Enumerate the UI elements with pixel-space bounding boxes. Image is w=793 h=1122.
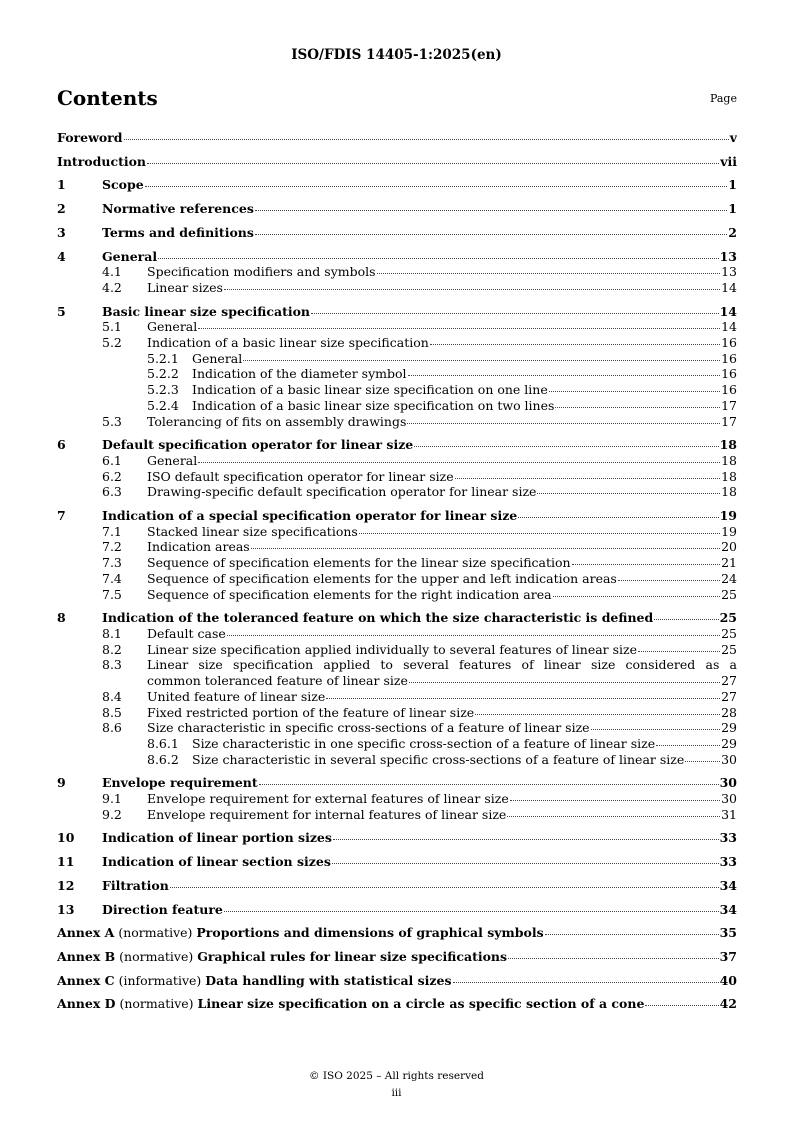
- toc-leader-dots: [555, 407, 720, 408]
- toc-entry-title: Foreword: [57, 130, 123, 145]
- toc-entry-number: 8.2: [102, 641, 122, 657]
- toc-entry-page: 28: [721, 704, 737, 720]
- toc-entry-title: Drawing-specific default specification operator for linear size: [147, 484, 537, 500]
- toc-entry[interactable]: [57, 996, 737, 1012]
- toc-entry[interactable]: [57, 830, 737, 846]
- toc-entry-page: 25: [721, 586, 737, 602]
- toc-entry-page: 17: [721, 397, 737, 413]
- toc-entry-title: Indication of a basic linear size specification: [147, 335, 429, 351]
- toc-entry-title: Linear size specification applied individually to several features of linear size: [147, 641, 638, 657]
- toc-entry-page: vii: [720, 153, 737, 169]
- toc-entry-page: 25: [721, 641, 737, 657]
- toc-entry[interactable]: [57, 642, 737, 658]
- toc-entry[interactable]: [57, 555, 737, 571]
- toc-entry-title: Sequence of specification elements for the right indication area: [147, 586, 552, 602]
- toc-leader-dots: [685, 761, 720, 762]
- toc-entry[interactable]: [57, 398, 737, 414]
- toc-entry-number: 13: [57, 901, 75, 917]
- toc-entry-title: Specification modifiers and symbols: [147, 264, 376, 280]
- toc-entry-number: 5.1: [102, 319, 122, 335]
- annex-label: Annex B: [57, 948, 116, 964]
- toc-entry-number: 5: [57, 303, 66, 319]
- toc-entry[interactable]: [57, 752, 737, 768]
- toc-leader-dots: [147, 163, 719, 164]
- toc-entry-number: 8.3: [102, 657, 122, 673]
- toc-entry-page: 29: [721, 720, 737, 736]
- toc-entry[interactable]: [57, 304, 737, 320]
- toc-entry-title: Data handling with statistical sizes: [205, 972, 452, 988]
- toc-entry-number: 6.2: [102, 468, 122, 484]
- toc-entry-title: Default specification operator for linear size: [102, 437, 414, 453]
- toc-entry-number: 7.4: [102, 570, 122, 586]
- toc-entry-title: Indication of the diameter symbol: [192, 366, 407, 382]
- toc-entry-number: 5.2.4: [147, 397, 179, 413]
- toc-leader-dots: [224, 911, 719, 912]
- toc-leader-dots: [638, 651, 720, 652]
- annex-type: (normative): [115, 996, 198, 1012]
- toc-entry-title: Envelope requirement: [102, 775, 258, 791]
- toc-entry-number: 7: [57, 508, 66, 524]
- toc-leader-dots: [408, 375, 721, 376]
- toc-leader-dots: [455, 478, 720, 479]
- toc-entry[interactable]: [57, 626, 737, 642]
- toc-entry-title: Sequence of specification elements for the linear size specification: [147, 555, 571, 571]
- page-footer: [0, 1068, 793, 1102]
- toc-entry-title: Introduction: [57, 153, 147, 169]
- toc-entry-page: 34: [719, 901, 737, 917]
- toc-leader-dots: [453, 982, 719, 983]
- toc-entry-page: 19: [719, 508, 737, 524]
- toc-entry-number: 5.2.2: [147, 366, 179, 382]
- toc-entry[interactable]: [57, 587, 737, 603]
- toc-leader-dots: [549, 391, 720, 392]
- page-number: iii: [391, 1087, 402, 1099]
- toc-entry-title: General: [147, 452, 198, 468]
- toc-leader-dots: [618, 580, 720, 581]
- toc-leader-dots: [158, 258, 718, 259]
- toc-leader-dots: [377, 273, 721, 274]
- toc-entry-number: 4.2: [102, 279, 122, 295]
- annex-label: Annex C: [57, 972, 115, 988]
- toc-entry-title: Size characteristic in one specific cross-section of a feature of linear size: [192, 735, 656, 751]
- toc-entry-page: 13: [719, 248, 737, 264]
- toc-entry-title: Sequence of specification elements for the upper and left indication areas: [147, 570, 617, 586]
- toc-entry[interactable]: [57, 469, 737, 485]
- toc-entry-title: Indication of the toleranced feature on which the size characteristic is defined: [102, 610, 654, 626]
- toc-leader-dots: [507, 816, 720, 817]
- toc-entry-page: 13: [721, 264, 737, 280]
- toc-leader-dots: [414, 446, 718, 447]
- page-title: Contents: [57, 86, 158, 110]
- toc-entry-page: 24: [721, 570, 737, 586]
- toc-leader-dots: [333, 839, 719, 840]
- toc-leader-dots: [224, 289, 720, 290]
- toc-entry-number: 8.6.2: [147, 751, 179, 767]
- toc-entry-page: 18: [721, 468, 737, 484]
- toc-entry-title: Basic linear size specification: [102, 303, 311, 319]
- toc-entry-page: 20: [721, 539, 737, 555]
- toc-entry[interactable]: [57, 689, 737, 705]
- toc-leader-dots: [227, 635, 720, 636]
- toc-leader-dots: [654, 619, 718, 620]
- toc-leader-dots: [243, 360, 720, 361]
- document-header: ISO/FDIS 14405-1:2025(en): [291, 47, 502, 63]
- toc-leader-dots: [572, 564, 720, 565]
- toc-leader-dots: [198, 462, 720, 463]
- toc-entry-title: ISO default specification operator for linear size: [147, 468, 454, 484]
- annex-type: (normative): [114, 925, 197, 941]
- toc-entry[interactable]: [57, 949, 737, 965]
- toc-entry[interactable]: [57, 571, 737, 587]
- toc-entry-page: 21: [721, 555, 737, 571]
- toc-entry-page: 1: [728, 177, 737, 193]
- toc-entry[interactable]: [57, 351, 737, 367]
- toc-entry-number: 8.5: [102, 704, 122, 720]
- toc-leader-dots: [656, 745, 720, 746]
- toc-entry[interactable]: [57, 705, 737, 721]
- toc-entry-number: 8.4: [102, 688, 122, 704]
- toc-leader-dots: [508, 958, 719, 959]
- toc-leader-dots: [537, 493, 720, 494]
- toc-leader-dots: [332, 863, 719, 864]
- toc-entry-title: Default case: [147, 625, 226, 641]
- toc-entry-page: 1: [728, 201, 737, 217]
- toc-entry[interactable]: [57, 791, 737, 807]
- toc-entry-page: 27: [721, 688, 737, 704]
- toc-entry-page: 37: [719, 948, 737, 964]
- toc-entry-number: 8.1: [102, 625, 122, 641]
- toc-entry[interactable]: [57, 736, 737, 752]
- toc-entry[interactable]: [57, 925, 737, 941]
- toc-entry-page: 14: [719, 303, 737, 319]
- toc-entry[interactable]: [57, 154, 737, 170]
- toc-entry-title: Size characteristic in several specific cross-sections of a feature of linear size: [192, 751, 685, 767]
- toc-entry-title: Stacked linear size specifications: [147, 523, 358, 539]
- toc-entry[interactable]: [57, 225, 737, 241]
- toc-entry-line: [57, 657, 737, 673]
- toc-entry-page: 16: [721, 350, 737, 366]
- toc-entry-page: 16: [721, 366, 737, 382]
- toc-entry-page: 18: [721, 484, 737, 500]
- toc-entry-title: Tolerancing of fits on assembly drawings: [147, 413, 407, 429]
- toc-entry-number: 9.1: [102, 791, 122, 807]
- toc-entry[interactable]: [57, 280, 737, 296]
- toc-entry-number: 6: [57, 437, 66, 453]
- toc-entry-number: 8.6.1: [147, 735, 179, 751]
- toc-entry-number: 5.2.3: [147, 382, 179, 398]
- toc-entry-title: General: [147, 319, 198, 335]
- toc-entry[interactable]: [57, 249, 737, 265]
- toc-entry-page: 34: [719, 877, 737, 893]
- toc-leader-dots: [553, 596, 721, 597]
- toc-entry-page: 35: [719, 925, 737, 941]
- toc-leader-dots: [255, 210, 727, 211]
- toc-entry-page: 42: [719, 996, 737, 1012]
- toc-entry-title: Proportions and dimensions of graphical symbols: [196, 925, 544, 941]
- toc-entry-title: Fixed restricted portion of the feature of linear size: [147, 704, 475, 720]
- toc-entry-page: 27: [721, 673, 737, 689]
- toc-leader-dots: [359, 533, 720, 534]
- toc-entry-number: 4.1: [102, 264, 122, 280]
- toc-entry[interactable]: [57, 319, 737, 335]
- toc-entry[interactable]: [57, 775, 737, 791]
- toc-entry-title: United feature of linear size: [147, 688, 326, 704]
- toc-entry-page: 30: [721, 791, 737, 807]
- toc-entry[interactable]: [57, 453, 737, 469]
- toc-entry[interactable]: [57, 437, 737, 453]
- toc-entry-title: Filtration: [102, 877, 169, 893]
- toc-entry-number: 5.2: [102, 335, 122, 351]
- toc-leader-dots: [645, 1005, 718, 1006]
- toc-leader-dots: [326, 698, 720, 699]
- toc-entry-title: Indication of a special specification operator for linear size: [102, 508, 518, 524]
- toc-entry-page: 16: [721, 335, 737, 351]
- annex-type: (informative): [114, 972, 206, 988]
- toc-entry[interactable]: [57, 414, 737, 430]
- toc-entry-page: 16: [721, 382, 737, 398]
- toc-entry-number: 5.2.1: [147, 350, 179, 366]
- toc-entry[interactable]: [57, 610, 737, 626]
- toc-entry-number: 3: [57, 224, 66, 240]
- toc-entry-title: Scope: [102, 177, 144, 193]
- toc-entry-title: Indication of linear portion sizes: [102, 830, 332, 846]
- toc-entry-title: Terms and definitions: [102, 224, 254, 240]
- toc-entry-page: 18: [719, 437, 737, 453]
- toc-leader-dots: [430, 344, 720, 345]
- toc-entry-number: 9: [57, 775, 66, 791]
- toc-entry-number: 12: [57, 877, 75, 893]
- toc-entry[interactable]: [57, 484, 737, 500]
- toc-entry-number: 6.1: [102, 452, 122, 468]
- annex-type: (normative): [115, 948, 198, 964]
- toc-entry-number: 8.6: [102, 720, 122, 736]
- toc-entry-title: Indication of a basic linear size specification on two lines: [192, 397, 555, 413]
- toc-entry[interactable]: [57, 878, 737, 894]
- toc-entry-number: 7.5: [102, 586, 122, 602]
- toc-entry-number: 11: [57, 854, 75, 870]
- toc-entry-number: 4: [57, 248, 66, 264]
- toc-entry-title: Indication of a basic linear size specification on one line: [192, 382, 548, 398]
- toc-entry[interactable]: [57, 264, 737, 280]
- toc-entry-number: 2: [57, 201, 66, 217]
- toc-entry-title: Envelope requirement for external features of linear size: [147, 791, 509, 807]
- toc-leader-dots: [170, 887, 719, 888]
- toc-leader-dots: [475, 714, 720, 715]
- toc-entry[interactable]: [57, 130, 737, 146]
- toc-entry-line: [57, 673, 737, 689]
- toc-entry-number: 6.3: [102, 484, 122, 500]
- toc-entry-page: 29: [721, 735, 737, 751]
- toc-entry-number: 7.1: [102, 523, 122, 539]
- toc-entry[interactable]: [57, 508, 737, 524]
- toc-entry-title: Linear size specification on a circle as specific section of a cone: [197, 996, 645, 1012]
- toc-entry-title: Direction feature: [102, 901, 223, 917]
- toc-entry[interactable]: [57, 201, 737, 217]
- toc-entry-number: 7.3: [102, 555, 122, 571]
- toc-entry[interactable]: [57, 524, 737, 540]
- toc-entry-number: 1: [57, 177, 66, 193]
- toc-entry-page: 30: [719, 775, 737, 791]
- toc-leader-dots: [311, 313, 719, 314]
- annex-label: Annex D: [57, 996, 116, 1012]
- toc-entry-page: 14: [721, 279, 737, 295]
- toc-leader-dots: [251, 548, 720, 549]
- toc-entry[interactable]: [57, 177, 737, 193]
- toc-entry-title: Indication areas: [147, 539, 250, 555]
- toc-leader-dots: [545, 934, 719, 935]
- toc-entry-number: 10: [57, 830, 75, 846]
- toc-entry-page: v: [729, 130, 737, 145]
- toc-entry-page: 25: [721, 625, 737, 641]
- toc-entry[interactable]: [57, 854, 737, 870]
- annex-label: Annex A: [57, 925, 115, 941]
- toc-entry-title: Envelope requirement for internal features of linear size: [147, 806, 507, 822]
- toc-entry[interactable]: [57, 720, 737, 736]
- toc-entry-page: 31: [721, 806, 737, 822]
- toc-leader-dots: [518, 517, 718, 518]
- page-column-label: Page: [709, 92, 737, 105]
- toc-entry-number: 8: [57, 610, 66, 626]
- toc-entry-page: 14: [721, 319, 737, 335]
- toc-entry-title: General: [192, 350, 243, 366]
- toc-entry-page: 25: [719, 610, 737, 626]
- toc-entry-title: Linear sizes: [147, 279, 223, 295]
- toc-entry-number: 7.2: [102, 539, 122, 555]
- toc-entry-page: 40: [719, 972, 737, 988]
- toc-entry[interactable]: [57, 807, 737, 823]
- toc-entry[interactable]: [57, 335, 737, 351]
- toc-entry-page: 19: [721, 523, 737, 539]
- toc-leader-dots: [124, 139, 729, 140]
- toc-leader-dots: [145, 186, 728, 187]
- toc-entry-title: General: [102, 248, 158, 264]
- toc-entry-title: Linear size specification applied to several features of linear size considered as a: [147, 657, 737, 673]
- toc-leader-dots: [407, 423, 720, 424]
- toc-leader-dots: [409, 682, 720, 683]
- toc-entry-title: Normative references: [102, 201, 254, 217]
- toc-entry-title-continued: common toleranced feature of linear size: [147, 673, 408, 689]
- toc-entry-page: 18: [721, 452, 737, 468]
- toc-leader-dots: [259, 784, 719, 785]
- table-of-contents: [57, 130, 737, 1012]
- toc-entry-page: 33: [719, 854, 737, 870]
- toc-entry[interactable]: [57, 657, 737, 688]
- copyright-notice: © ISO 2025 – All rights reserved: [309, 1070, 484, 1082]
- toc-entry-number: 9.2: [102, 806, 122, 822]
- toc-leader-dots: [591, 729, 721, 730]
- toc-entry-page: 30: [721, 751, 737, 767]
- toc-leader-dots: [510, 800, 720, 801]
- toc-leader-dots: [255, 234, 727, 235]
- toc-entry[interactable]: [57, 539, 737, 555]
- toc-entry[interactable]: [57, 366, 737, 382]
- toc-entry[interactable]: [57, 382, 737, 398]
- toc-entry-page: 17: [721, 413, 737, 429]
- toc-entry[interactable]: [57, 902, 737, 918]
- toc-entry-title: Size characteristic in specific cross-sections of a feature of linear size: [147, 720, 590, 736]
- toc-leader-dots: [198, 328, 720, 329]
- toc-entry-page: 33: [719, 830, 737, 846]
- toc-entry-number: 5.3: [102, 413, 122, 429]
- contents-title-row: [57, 86, 737, 112]
- toc-entry[interactable]: [57, 973, 737, 989]
- toc-entry-title: Indication of linear section sizes: [102, 854, 331, 870]
- toc-entry-title: Graphical rules for linear size specifications: [197, 948, 508, 964]
- toc-entry-page: 2: [728, 224, 737, 240]
